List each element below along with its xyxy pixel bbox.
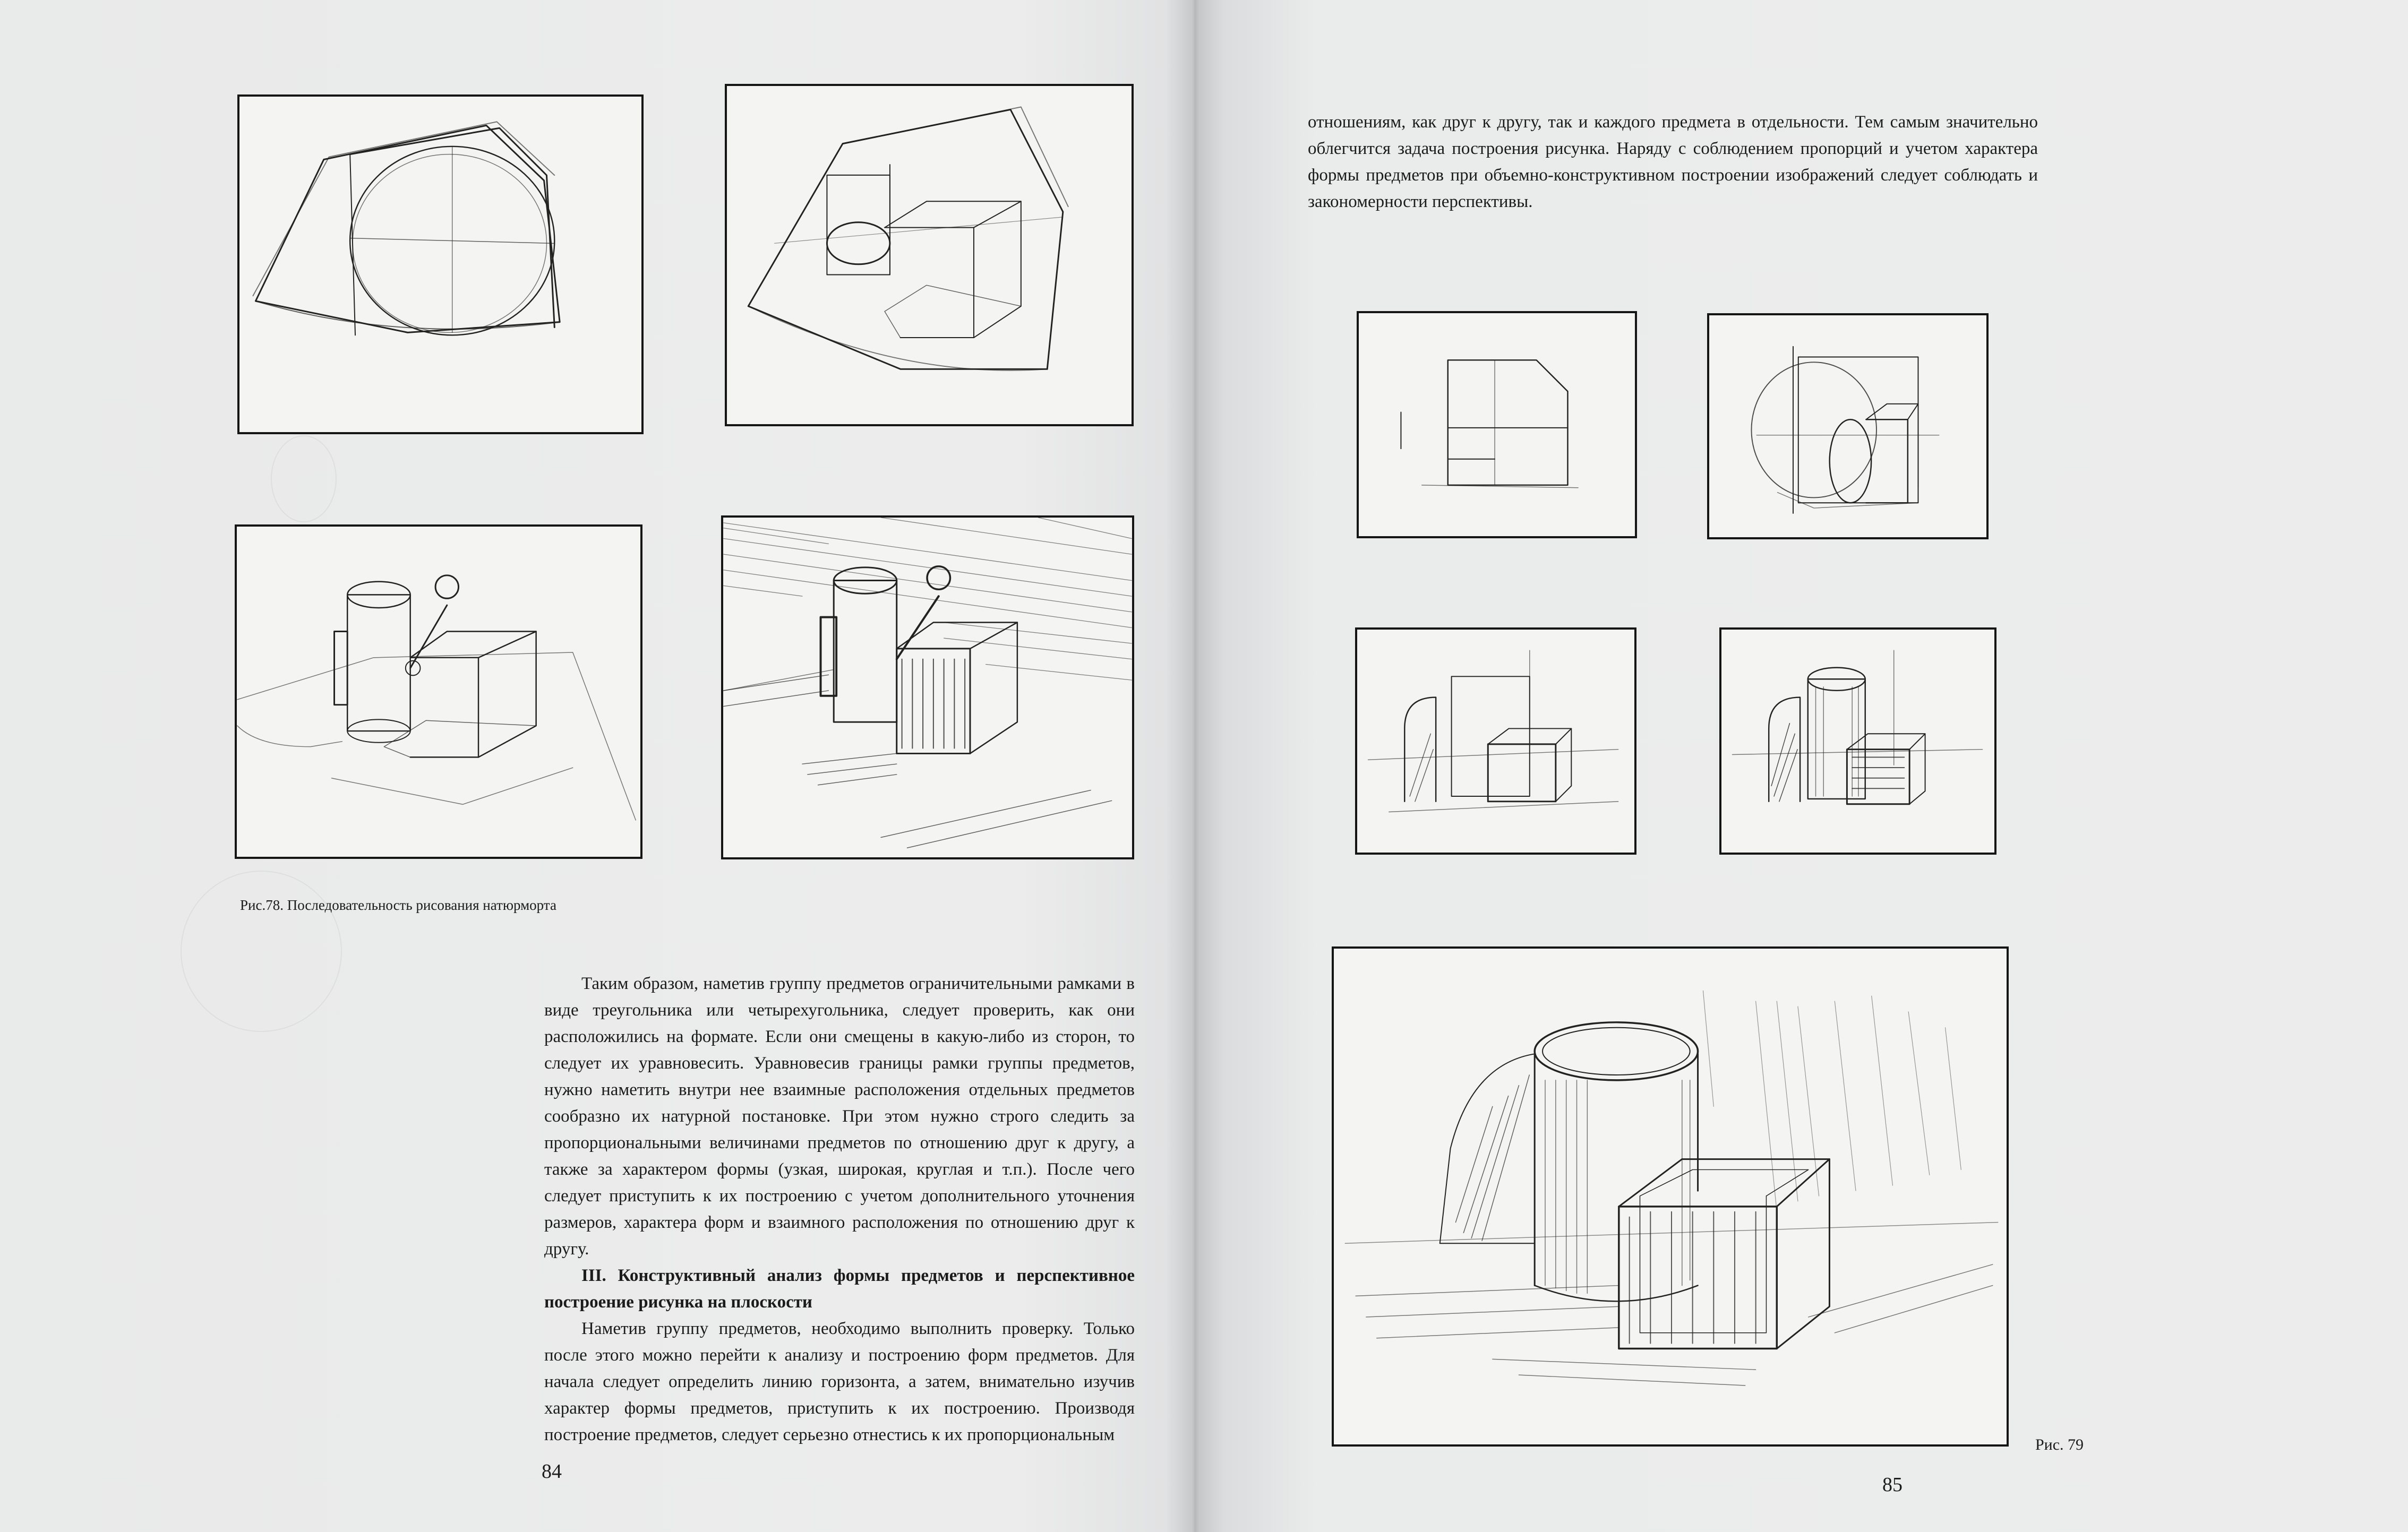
sketch-step-1 [237, 94, 644, 434]
page-number-84: 84 [542, 1460, 562, 1483]
left-page [0, 0, 1195, 1532]
sketch-small-1 [1357, 311, 1637, 538]
figure-79-caption: Рис. 79 [2035, 1436, 2084, 1453]
sketch-cylinder-box-final [1334, 949, 2007, 1444]
book-gutter [1166, 0, 1224, 1532]
sketch-rectangles [1359, 313, 1635, 536]
sketch-step-4 [721, 515, 1134, 859]
sketch-construction-frame [727, 86, 1132, 424]
sketch-kettle-cube [237, 527, 640, 857]
figure-78-caption: Рис.78. Последовательность рисования натюрморта [240, 897, 556, 913]
right-paragraph: отношениям, как друг к другу, так и каждого предмета в отдельности. Тем самым значительно облегчится задача построения рисунка. Наряду с соблюдением пропорций и учетом характера формы предметов при объемно-конструктивном построении изображений следует соблюдать и закономерности перспективы. [1308, 113, 2038, 211]
bleed-through-mark [271, 435, 337, 522]
sketch-cylinder-cube-lines [1357, 630, 1634, 853]
sketch-triangle-frame [239, 97, 641, 432]
right-body-text [1308, 109, 2038, 215]
page-number-85: 85 [1882, 1474, 1903, 1496]
left-paragraph-2: Наметив группу предметов, необходимо выполнить проверку. Только после этого можно перейти к анализу и построению форм предметов. Для начала следует определить линию горизонта, а затем, внимательно изучив характер формы предметов, приступить к их построению. Производя построение предметов, следует серьезно отнестись к их пропорциональным [544, 1319, 1135, 1444]
left-paragraph-1: Таким образом, наметив группу предметов ограничительными рамками в виде треугольника или четырехугольника, следует проверить, как они расположились на формате. Если они смещены в какую-либо из сторон, то следует их уравновесить. Уравновесив границы рамки группы предметов, нужно наметить внутри нее взаимные расположения отдельных предметов сообразно их натурной постановке. При этом нужно строго следить за пропорциональными величинами предметов по отношению друг к другу, а также за характером формы (узкая, широкая, круглая и т.п.). После чего следует приступить к их построению с учетом дополнительного уточнения размеров, характера форм и взаимного расположения по отношению друг к другу. [544, 974, 1135, 1259]
sketch-final-drawing [1332, 946, 2009, 1447]
sketch-step-2 [725, 84, 1134, 426]
sketch-circle-cube [1709, 315, 1986, 537]
sketch-small-4 [1719, 627, 1996, 855]
sketch-small-3 [1355, 627, 1636, 855]
sketch-cylinder-cube-tone [1721, 630, 1994, 853]
sketch-small-2 [1707, 313, 1989, 539]
sketch-step-3 [235, 524, 642, 859]
left-body-text [544, 970, 1135, 1448]
bleed-through-mark [181, 871, 342, 1032]
sketch-kettle-cube-shaded [723, 518, 1132, 857]
right-page [1195, 0, 2408, 1532]
section-heading: III. Конструктивный анализ формы предметов и перспективное построение рисунка на плоскости [544, 1266, 1135, 1312]
